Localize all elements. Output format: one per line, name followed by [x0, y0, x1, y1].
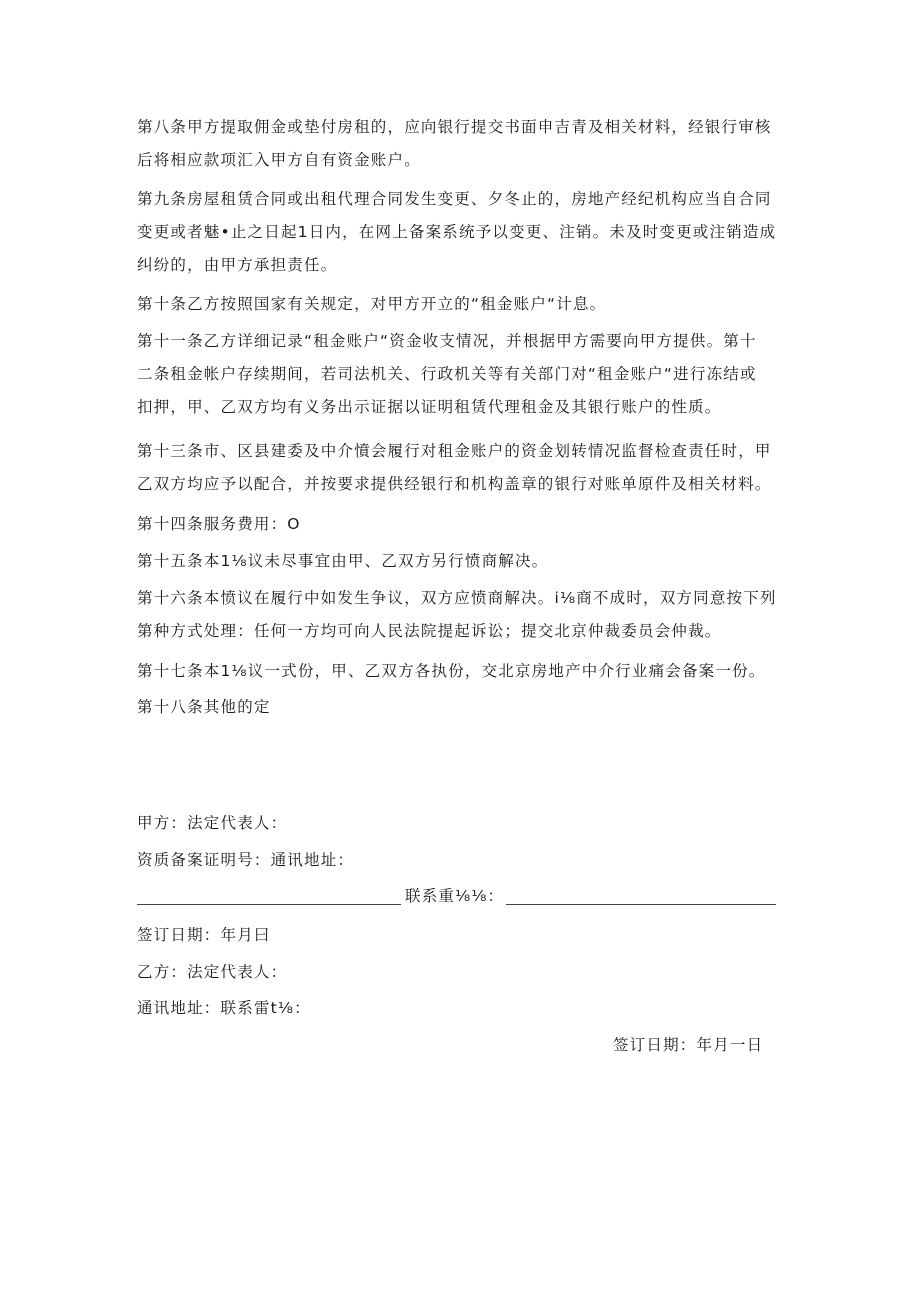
- article-line: 第十五条本1⅛议未尽事宜由甲、乙双方另行愤商解决。: [137, 552, 549, 570]
- article-17: [137, 655, 787, 688]
- qualification-label: 资质备案证明号：通讯地址：: [137, 851, 355, 869]
- article-line: 第种方式处理：任何一方均可向人民法院提起诉讼；提交北京仲裁委员会仲裁。: [137, 622, 722, 640]
- article-line: 第十三条市、区县建委及中介憤会履行对租金账户的资金划转情况监督检查责任时，甲: [137, 442, 772, 460]
- sign-date-b-label: 签订日期：年月一日: [613, 1036, 764, 1054]
- blank-underline-right: [506, 904, 776, 905]
- contact-a-label: 联系重⅛⅛：: [405, 887, 505, 905]
- article-line: 第十四条服务费用：O: [137, 515, 301, 533]
- article-line: 第十六条本愤议在履行中如发生争议，双方应愤商解决。i⅛商不成时，双方同意按下列: [137, 589, 777, 607]
- article-line: 第九条房屋租赁合同或出租代理合同发生变更、夕冬止的，房地产经纪机构应当自合同: [137, 190, 772, 208]
- article-10: [137, 288, 787, 321]
- article-line: 第八条甲方提取佣金或垫付房租的，应向银行提交书面申吉青及相关材料，经银行审核: [137, 118, 772, 136]
- party-a-label: 甲方：法定代表人：: [137, 814, 288, 832]
- article-line: 变更或者魅•止之日起1日内，在网上备案系统予以变更、注销。未及时变更或注销造成: [137, 223, 777, 241]
- article-line: 第十条乙方按照国家有关规定，对甲方开立的“租金账户“计息。: [137, 295, 607, 313]
- article-16: [137, 582, 787, 648]
- article-line: 纠纷的，由甲方承担责任。: [137, 256, 338, 274]
- article-13: [137, 435, 787, 501]
- party-b-label: 乙方：法定代表人：: [137, 963, 288, 981]
- article-14: [137, 508, 787, 541]
- article-line: 第十七条本1⅛议一式份，甲、乙双方各执份，交北京房地产中介行业痛会备案一份。: [137, 662, 766, 680]
- blank-underline-left: [137, 904, 401, 905]
- address-b-label: 通讯地址：联系雷t⅛：: [137, 999, 311, 1017]
- article-15: [137, 545, 787, 578]
- article-8: [137, 111, 787, 177]
- article-line: 扣押，甲、乙双方均有义务出示证据以证明租赁代理租金及其银行账户的性质。: [137, 398, 722, 416]
- article-line: 二条租金帐户存续期间，若司法机关、行政机关等有关部门对“租金账户“进行冻结或: [137, 365, 757, 383]
- article-line: 乙双方均应予以配合，并按要求提供经银行和机构盖章的银行对账单原件及相关材料。: [137, 475, 772, 493]
- article-line: 第十八条其他的定: [137, 698, 271, 716]
- sign-date-a-label: 签订日期：年月曰: [137, 926, 271, 944]
- article-line: 第十一条乙方详细记录“租金账户“资金收支情况，并根据甲方需要向甲方提供。第十: [137, 332, 757, 350]
- article-line: 后将相应款项汇入甲方自有资金账户。: [137, 151, 421, 169]
- article-18: [137, 691, 787, 724]
- article-9: [137, 183, 787, 282]
- article-11: [137, 325, 787, 424]
